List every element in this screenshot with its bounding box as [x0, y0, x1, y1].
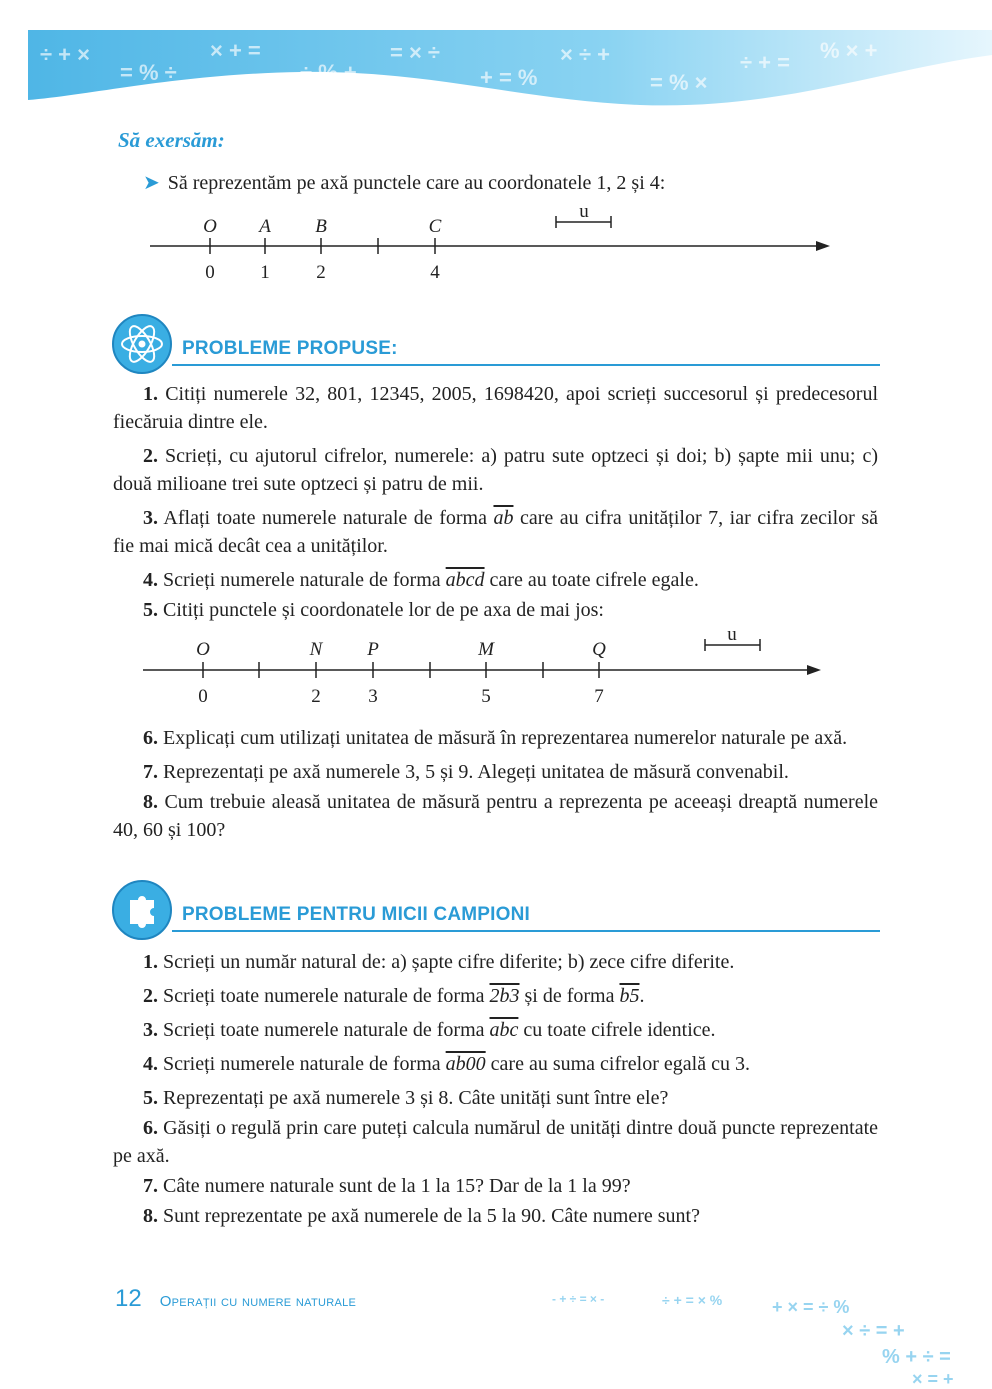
footer-decoration [512, 1279, 992, 1389]
problems-list-2 [113, 948, 878, 1236]
svg-text:÷ + =: ÷ + = [740, 50, 790, 75]
axis2-value-label: 3 [368, 686, 378, 707]
problem-item: 8. Sunt reprezentate pe axă numerele de la 5 la 90. Câte numere sunt? [143, 1205, 700, 1227]
svg-text:= % ×: = % × [650, 70, 708, 95]
axis2-point-label: N [309, 639, 323, 660]
problems-list-1b [113, 724, 878, 850]
section-micii-campioni [110, 878, 880, 938]
page-footer [115, 1285, 356, 1313]
svg-text:× = +: × = + [912, 1369, 954, 1389]
svg-text:× + =: × + = [210, 38, 261, 63]
axis2-unit-label: u [727, 624, 737, 645]
header-banner [0, 0, 992, 130]
number-axis-1 [140, 200, 840, 290]
axis2-value-label: 5 [481, 686, 491, 707]
svg-text:÷ + = × %: ÷ + = × % [662, 1292, 723, 1308]
svg-text:× ÷ = +: × ÷ = + [842, 1320, 905, 1342]
arrow-bullet-icon: ➤ [143, 172, 160, 194]
section-rule [172, 930, 880, 932]
axis1-value-label: 2 [316, 262, 326, 283]
svg-text:- + ÷ = × -: - + ÷ = × - [552, 1292, 605, 1306]
problem-item: 7. Câte numere naturale sunt de la 1 la 15? Dar de la 1 la 99? [143, 1175, 631, 1197]
problem-item: 4. Scrieți numerele naturale de forma ab00 care au suma cifrelor egală cu 3. [143, 1053, 750, 1075]
exercise-intro-text: Să reprezentăm pe axă punctele care au coordonatele 1, 2 și 4: [167, 172, 666, 194]
puzzle-icon [110, 878, 174, 942]
svg-text:÷ + ×: ÷ + × [40, 42, 90, 67]
axis2-point-label: O [196, 639, 210, 660]
problem-item: 6. Explicați cum utilizați unitatea de măsură în reprezentarea numerelor naturale pe axă. [143, 727, 848, 749]
svg-text:% + ÷ =: % + ÷ = [882, 1346, 951, 1368]
axis2-point-label: Q [592, 639, 606, 660]
axis2-point-label: M [478, 639, 494, 660]
page-number: 12 [115, 1285, 142, 1312]
problem-item: 4. Scrieți numerele naturale de forma abcd care au toate cifrele egale. [143, 569, 699, 591]
svg-text:× ÷ +: × ÷ + [560, 42, 610, 67]
problem-item: 1. Citiți numerele 32, 801, 12345, 2005, 1698420, apoi scrieți succesorul și predecesorul fiecăruia dintre ele. [113, 383, 878, 433]
problem-item: 2. Scrieți, cu ajutorul cifrelor, numerele: a) patru sute optzeci și doi; b) șapte mii unu; c) două milioane trei sute optzeci și patru de mii. [113, 445, 878, 495]
axis1-value-label: 0 [205, 262, 215, 283]
axis1-unit-label: u [579, 201, 589, 222]
problem-item: 5. Citiți punctele și coordonatele lor de pe axa de mai jos: [143, 599, 604, 621]
problem-item: 6. Găsiți o regulă prin care puteți calcula numărul de unități dintre două puncte reprezentate pe axă. [113, 1117, 878, 1167]
exercise-title: Să exersăm: [118, 128, 225, 152]
svg-text:= % ÷: = % ÷ [120, 60, 177, 85]
chapter-title: Operații cu numere naturale [159, 1293, 357, 1310]
axis1-value-label: 4 [430, 262, 440, 283]
axis1-point-label: O [203, 216, 217, 237]
svg-text:% × +: % × + [820, 38, 878, 63]
svg-text:+ × = ÷ %: + × = ÷ % [772, 1297, 850, 1317]
problem-item: 3. Aflați toate numerele naturale de forma $\overline{ab}$ care au cifra unităților 7, iar cifra zecilor să fie mai mică decât cea a unităților. [113, 507, 878, 557]
section-title: PROBLEME PROPUSE: [182, 338, 398, 359]
axis1-point-label: C [428, 216, 442, 237]
problem-item: 5. Reprezentați pe axă numerele 3 și 8. Câte unități sunt între ele? [143, 1087, 669, 1109]
section-title: PROBLEME PENTRU MICII CAMPIONI [182, 904, 531, 925]
problem-item: 8. Cum trebuie aleasă unitatea de măsură pentru a reprezenta pe aceeași dreaptă numerele 40, 60 și 100? [113, 791, 879, 841]
problem-item: 2. Scrieți toate numerele naturale de forma 2b3 și de forma b5. [143, 985, 645, 1007]
problem-item: 1. Scrieți un număr natural de: a) șapte cifre diferite; b) zece cifre diferite. [143, 951, 735, 973]
svg-text:÷ % +: ÷ % + [300, 60, 357, 85]
axis1-point-label: B [315, 216, 327, 237]
axis1-value-label: 1 [260, 262, 270, 283]
section-rule [172, 364, 880, 366]
axis1-point-label: A [259, 216, 271, 237]
svg-text:= × ÷: = × ÷ [390, 40, 440, 65]
problem-item: 3. Scrieți toate numerele naturale de forma $\overline{abc}$ cu toate cifrele identice. [143, 1019, 716, 1041]
problem-item: 7. Reprezentați pe axă numerele 3, 5 și 9. Alegeți unitatea de măsură convenabil. [143, 761, 789, 783]
exercise-intro [143, 170, 665, 195]
number-axis-2 [135, 622, 835, 712]
section-probleme-propuse [110, 312, 880, 372]
axis2-point-label: P [367, 639, 379, 660]
atom-icon [110, 312, 174, 376]
svg-text:+ = %: + = % [480, 65, 538, 90]
axis2-value-label: 0 [198, 686, 208, 707]
axis2-value-label: 7 [594, 686, 604, 707]
problems-list-1 [113, 380, 878, 630]
axis2-value-label: 2 [311, 686, 321, 707]
